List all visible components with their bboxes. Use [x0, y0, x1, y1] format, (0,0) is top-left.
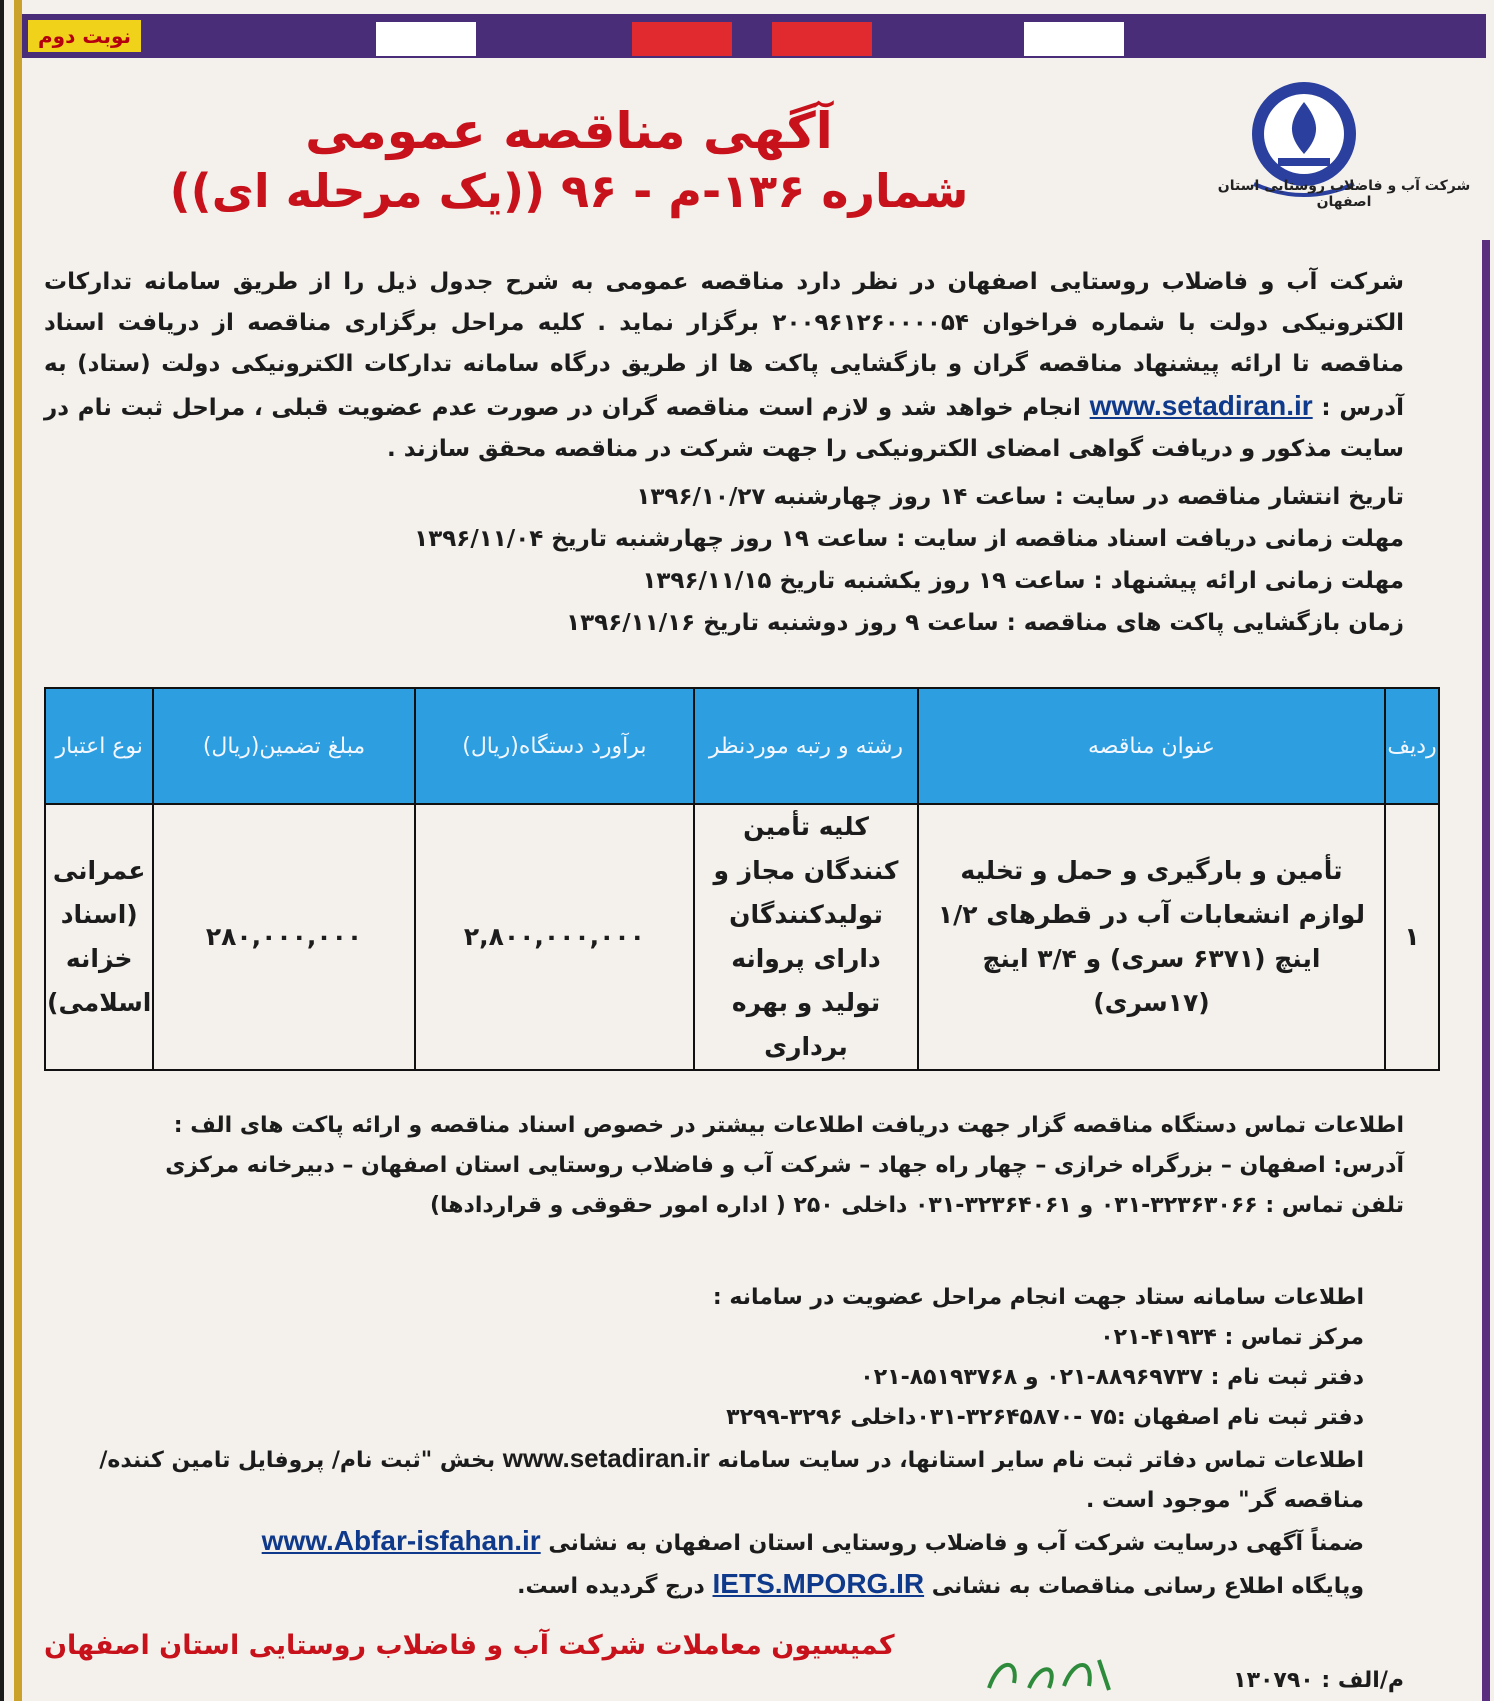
iets-link[interactable]: IETS.MPORG.IR — [712, 1568, 925, 1599]
cell-field-rank: کلیه تأمین کنندگان مجاز و تولیدکنندگان دارای پروانه تولید و بهره برداری — [694, 804, 918, 1070]
table-header-row — [45, 688, 1439, 804]
commission-signature: کمیسیون معاملات شرکت آب و فاضلاب روستایی استان اصفهان — [44, 1630, 895, 1661]
iets-line — [44, 1564, 1364, 1607]
setad-other-text-2: بخش "ثبت نام/ پروفایل تامین کننده/ مناقصه گر" موجود است . — [99, 1448, 1364, 1513]
setad-line: دفتر ثبت نام اصفهان :۷۵ -۳۲۶۴۵۸۷۰-۰۳۱داخلی ۳۲۹۶-۳۲۹۹ — [726, 1405, 1364, 1430]
abfar-line — [44, 1521, 1364, 1564]
intro-paragraph — [44, 262, 1404, 470]
second-publication-badge: نوبت دوم — [28, 20, 141, 52]
intro-text-2: انجام خواهد شد و لازم است مناقصه گران در صورت عدم عضویت قبلی ، مراحل ثبت نام در سایت مذکور و دریافت گواهی امضای الکترونیکی را جهت شرکت در مناقصه محقق سازند . — [44, 395, 1404, 462]
cell-row-number: ۱ — [1385, 804, 1439, 1070]
date-line: مهلت زمانی دریافت اسناد مناقصه از سایت : ساعت ۱۹ روز چهارشنبه تاریخ ۱۳۹۶/۱۱/۰۴ — [414, 526, 1404, 552]
contact-line: آدرس: اصفهان – بزرگراه خرازی – چهار راه جهاد – شرکت آب و فاضلاب روستایی استان اصفهان – دبیرخانه مرکزی — [165, 1153, 1404, 1178]
header-field-rank: رشته و رتبه موردنظر — [694, 688, 918, 804]
top-bar-red-block — [632, 22, 732, 56]
setad-line: دفتر ثبت نام : ۸۸۹۶۹۷۳۷-۰۲۱ و ۸۵۱۹۳۷۶۸-۰۲۱ — [860, 1365, 1364, 1390]
abfar-text: ضمناً آگهی درسایت شرکت آب و فاضلاب روستایی استان اصفهان به نشانی — [548, 1531, 1364, 1556]
setad-info — [44, 1278, 1364, 1607]
abfar-link[interactable]: www.Abfar-isfahan.ir — [261, 1525, 541, 1556]
title-line-1: آگهی مناقصه عمومی — [305, 102, 833, 160]
setad-line: اطلاعات سامانه ستاد جهت انجام مراحل عضویت در سامانه : — [712, 1285, 1364, 1310]
header-tender-title: عنوان مناقصه — [918, 688, 1385, 804]
header-estimate: برآورد دستگاه(ریال) — [415, 688, 695, 804]
header-row-number: ردیف — [1385, 688, 1439, 804]
tender-dates — [414, 476, 1404, 644]
date-line: مهلت زمانی ارائه پیشنهاد : ساعت ۱۹ روز یکشنبه تاریخ ۱۳۹۶/۱۱/۱۵ — [642, 568, 1404, 594]
title-line-2: شماره ۱۳۶-م - ۹۶ ((یک مرحله ای)) — [169, 164, 969, 218]
ad-code: م/الف : ۱۳۰۷۹۰ — [1233, 1668, 1404, 1693]
cell-guarantee: ۲۸۰,۰۰۰,۰۰۰ — [153, 804, 414, 1070]
top-color-bar — [22, 14, 1486, 58]
setadiran-link[interactable]: www.setadiran.ir — [1089, 390, 1313, 421]
top-bar-red-block — [772, 22, 872, 56]
handwritten-number-icon — [979, 1648, 1119, 1698]
setadiran-link-2[interactable]: www.setadiran.ir — [502, 1443, 710, 1473]
header-credit-type: نوع اعتبار — [45, 688, 153, 804]
cell-estimate: ۲,۸۰۰,۰۰۰,۰۰۰ — [415, 804, 695, 1070]
iets-text-1: وپایگاه اطلاع رسانی مناقصات به نشانی — [931, 1574, 1364, 1599]
contact-line: تلفن تماس : ۳۲۳۶۳۰۶۶-۰۳۱ و ۳۲۳۶۴۰۶۱-۰۳۱ داخلی ۲۵۰ ( اداره امور حقوقی و قراردادها) — [429, 1193, 1404, 1218]
cell-tender-title: تأمین و بارگیری و حمل و تخلیه لوازم انشعابات آب در قطرهای ۱/۲ اینچ (۶۳۷۱ سری) و ۳/۴ اینچ (۱۷سری) — [918, 804, 1385, 1070]
logo-caption: شرکت آب و فاضلاب روستایی استان اصفهان — [1217, 178, 1471, 210]
setad-line: مرکز تماس : ۴۱۹۳۴-۰۲۱ — [1100, 1325, 1364, 1350]
cell-credit-type: عمرانی (اسناد خزانه اسلامی) — [45, 804, 153, 1070]
setad-other-text-1: اطلاعات تماس دفاتر ثبت نام سایر استانها، در سایت سامانه — [717, 1448, 1364, 1473]
top-bar-white-block — [376, 22, 476, 56]
header-guarantee: مبلغ تضمین(ریال) — [153, 688, 414, 804]
left-color-rule — [14, 0, 22, 1701]
top-bar-white-block — [1024, 22, 1124, 56]
date-line: زمان بازگشایی پاکت های مناقصه : ساعت ۹ روز دوشنبه تاریخ ۱۳۹۶/۱۱/۱۶ — [566, 610, 1404, 636]
notice-title — [4, 100, 1134, 220]
right-color-rule — [1482, 240, 1490, 1701]
table-row — [45, 804, 1439, 1070]
tender-table — [44, 687, 1440, 1071]
intro-text-1: شرکت آب و فاضلاب روستایی اصفهان در نظر دارد مناقصه عمومی به شرح جدول ذیل را از طریق سامانه تدارکات الکترونیکی دولت با شماره فراخوان ۲۰۰۹۶۱۲۶۰۰۰۰۵۴ برگزار نماید . کلیه مراحل برگزاری مناقصه از دریافت اسناد مناقصه تا ارائه پیشنهاد مناقصه گران و بازگشایی پاکت ها از طریق درگاه سامانه تدارکات الکترونیکی دولت (ستاد) به آدرس : — [44, 269, 1404, 421]
setad-other-provinces — [44, 1438, 1364, 1521]
contact-line: اطلاعات تماس دستگاه مناقصه گزار جهت دریافت اطلاعات بیشتر در خصوص اسناد مناقصه و ارائه پاکت های الف : — [173, 1113, 1404, 1138]
contact-info — [44, 1106, 1404, 1226]
date-line: تاریخ انتشار مناقصه در سایت : ساعت ۱۴ روز چهارشنبه ۱۳۹۶/۱۰/۲۷ — [636, 484, 1404, 510]
iets-text-2: درج گردیده است. — [517, 1574, 705, 1599]
